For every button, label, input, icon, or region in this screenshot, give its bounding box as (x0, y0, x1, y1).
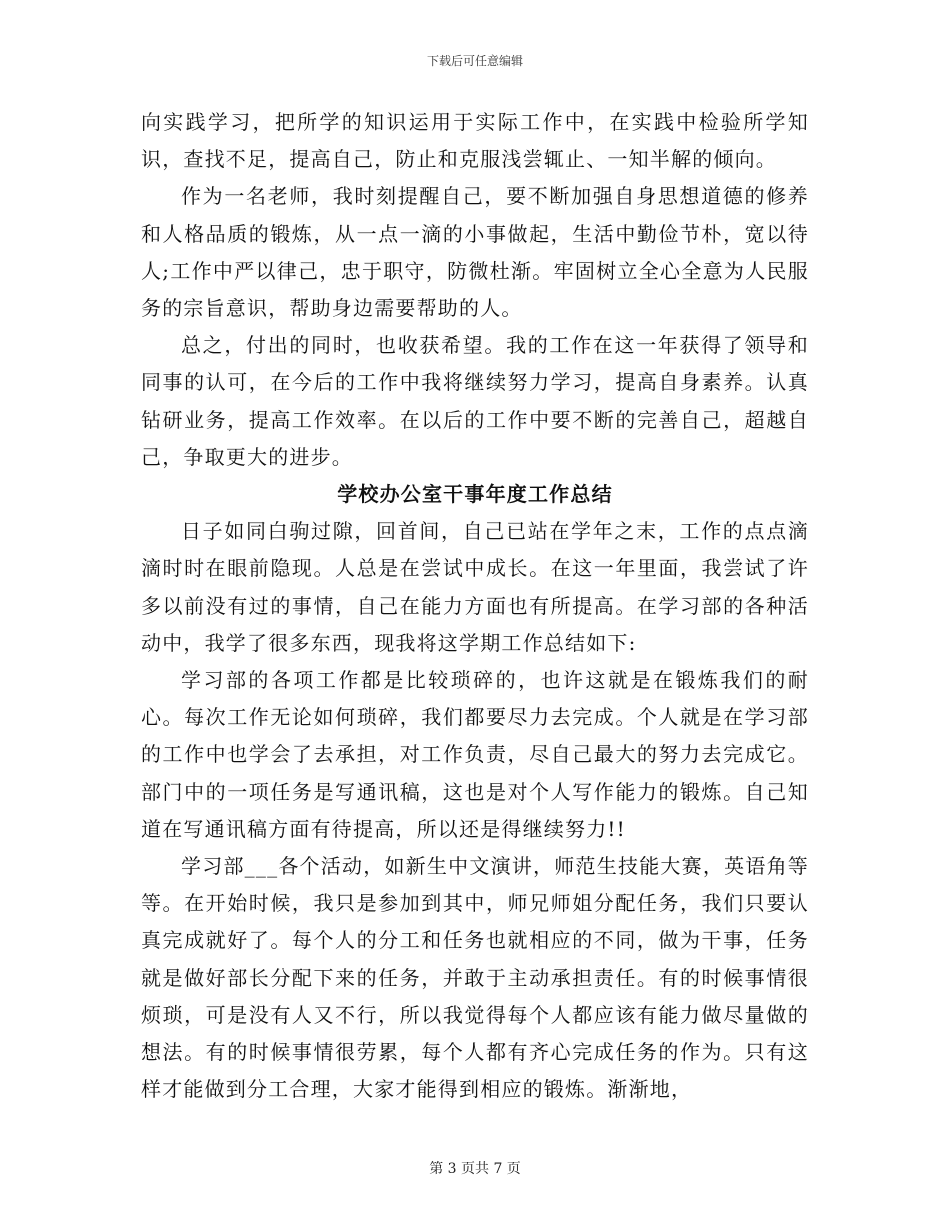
section-title: 学校办公室干事年度工作总结 (337, 482, 613, 507)
page-number: 第 3 页共 7 页 (429, 1161, 521, 1177)
paragraph-study-department-activities: 学习部___各个活动，如新生中文演讲，师范生技能大赛，英语角等等。在开始时候，我只是参加到其中，师兄师姐分配任务，我们只要认真完成就好了。每个人的分工和任务也就相应的不同，做为干事，任务就是做好部长分配下来的任务，并敢于主动承担责任。有的时候事情很烦琐，可是没有人又不行，所以我觉得每个人都应该有能力做尽量做的想法。有的时候事情很劳累，每个人都有齐心完成任务的作为。只有这样才能做到分工合理，大家才能得到相应的锻炼。渐渐地， (141, 854, 809, 1102)
document-body (141, 104, 809, 1108)
paragraph-intro: 日子如同白驹过隙，回首间，自己已站在学年之末，工作的点点滴滴时时在眼前隐现。人总是在尝试中成长。在这一年里面，我尝试了许多以前没有过的事情，自己在能力方面也有所提高。在学习部的各种活动中，我学了很多东西，现我将这学期工作总结如下: (141, 519, 809, 655)
paragraph-continuation: 向实践学习，把所学的知识运用于实际工作中，在实践中检验所学知识，查找不足，提高自己，防止和克服浅尝辄止、一知半解的倾向。 (141, 110, 809, 172)
paragraph-conclusion: 总之，付出的同时，也收获希望。我的工作在这一年获得了领导和同事的认可，在今后的工作中我将继续努力学习，提高自身素养。认真钻研业务，提高工作效率。在以后的工作中要不断的完善自己，超越自己，争取更大的进步。 (141, 333, 809, 469)
paragraph-teacher-conduct: 作为一名老师，我时刻提醒自己，要不断加强自身思想道德的修养和人格品质的锻炼，从一点一滴的小事做起，生活中勤俭节朴，宽以待人;工作中严以律己，忠于职守，防微杜渐。牢固树立全心全意为人民服务的宗旨意识，帮助身边需要帮助的人。 (141, 184, 809, 321)
page-header: 下载后可任意编辑 (426, 54, 523, 68)
paragraph-study-department-work: 学习部的各项工作都是比较琐碎的，也许这就是在锻炼我们的耐心。每次工作无论如何琐碎，我们都要尽力去完成。个人就是在学习部的工作中也学会了去承担，对工作负责，尽自己最大的努力去完成它。部门中的一项任务是写通讯稿，这也是对个人写作能力的锻炼。自己知道在写通讯稿方面有待提高，所以还是得继续努力!! (141, 668, 809, 841)
